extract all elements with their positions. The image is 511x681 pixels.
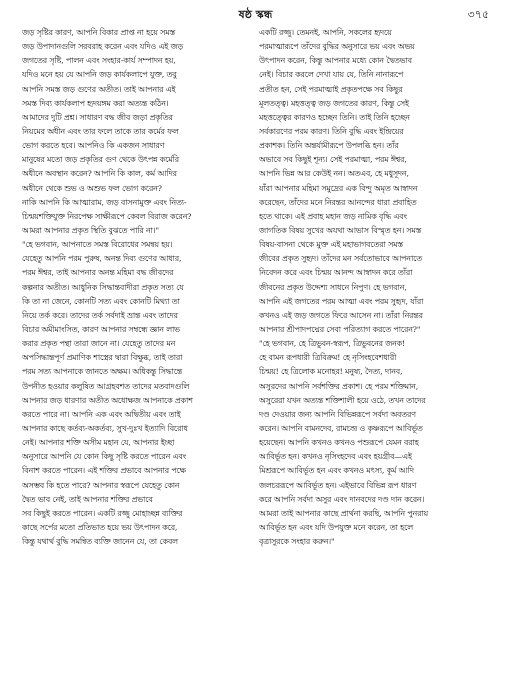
text-line: পরমাত্মারূপে তাঁদের বুদ্ধির অনুসারে ভয় এবং অভয়	[259, 42, 415, 52]
text-line: জগতের সৃষ্টি, পালন এবং সংহার-কার্য সম্পাদন হয়,	[22, 56, 176, 66]
text-line: সমস্ত দিব্য কার্যকলাপ হৃদয়ঙ্গম করা অত্যন্ত কঠিন।	[22, 98, 169, 108]
text-line: পরম ঈশ্বর, তাই আপনার অনন্ত মহিমা বদ্ধ জীবদের	[22, 268, 174, 278]
text-line: দ্বৈত ভাব নেই, তাই আপনার শক্তির প্রভাবে	[22, 494, 153, 504]
text-line: বিচার অমীমাংসিত, কারণ আপনার সম্বন্ধে জ্ঞান লাভ	[22, 324, 180, 334]
text-line: নেই। বিচার করলে দেখা যায় যে, তিনি নানারূপে	[259, 70, 404, 80]
text-line: একটি রজ্জু। তেমনই, আপনি, সকলের হৃদয়ে	[259, 28, 392, 37]
text-line: হে বামন রূপধারী ত্রিবিক্রম! হে নৃসিংহবেশধারী	[259, 353, 397, 363]
page-number: ৩৭৫	[467, 8, 489, 21]
text-line: আবির্ভূত হন এবং যদি উপযুক্ত মনে করেন, তা হলে	[259, 522, 413, 532]
text-line: অভাবে সব কিছুই শূন্য। সেই পরমাত্মা, পরম ঈশ্বর,	[259, 155, 407, 165]
text-line: মিশ্ররূপে আবির্ভূত হন এবং কখনও মৎস্য, কূর্ম আদি	[259, 466, 414, 476]
text-line: মানুষের মতো জড় প্রকৃতির গুণ থেকে উৎপন্ন কর্মেরি	[22, 155, 179, 165]
text-line: হয়েছেন। আপনি কখনও কখনও পশুরূপে যেমন বরাহ	[259, 438, 419, 448]
text-line: চিন্ময়! হে ত্রিলোক মনোহর! মনুষ্য, দৈত্য, দানব,	[259, 367, 403, 377]
text-line: কল্পনার অতীত। আধুনিক সিদ্ধান্তবাদীরা প্রকৃত সত্য যে	[22, 282, 184, 292]
text-line: নেই। আপনার শক্তি অসীম মহান যে, আপনার ইচ্ছা	[22, 438, 175, 448]
text-line: জলচররূপে আবির্ভূত হন। এইভাবে বিভিন্ন রূপ ধারণ	[259, 480, 417, 490]
text-line: জাগতিক বিষয় সুখের অযথা আভাস বিস্মৃত হন। সমস্ত	[259, 225, 422, 235]
text-line: প্রতীত হন, সেই পরমাত্মাই প্রকৃতপক্ষে সব কিছুর	[259, 84, 403, 94]
text-line: কিন্তু যথার্থ বুদ্ধি সমন্বিত ব্যক্তি জানেন যে, তা কেবল	[22, 537, 178, 547]
text-line: বিষয়-বাসনা থেকে মুক্ত এই মহাভাগবতেরা সমস্ত	[259, 240, 403, 250]
text-line: আবির্ভূত হন। কখনও নৃসিংহদেব এবং হয়গ্রীব—এই	[259, 452, 412, 462]
text-line: চিন্ময়শক্তিযুক্ত নিরপেক্ষ সাক্ষীরূপে কেবল বিরাজ করেন?	[22, 211, 192, 221]
text-line: অধীনে থেকে শুভ ও অশুভ ফল ভোগ করেন?	[22, 183, 162, 193]
right-column	[259, 26, 495, 549]
text-line: আপনি সমস্ত জড় গুণের অতীত। তাই আপনার এই	[22, 84, 176, 94]
text-line: হতে থাকে। এই প্রবাহ মহান জড় নামিক বৃদ্ধি এবং	[259, 211, 407, 221]
text-line: জড় উপাদানগুলি সরবরাহ করেন এবং যদিও এই জড়	[22, 42, 183, 52]
text-line: অনুসারে আপনি যে কোন কিছু সৃষ্টি করতে পারেন এবং	[22, 452, 186, 462]
text-line: প্রকাশক। তিনি অন্তর্যামীরূপে উপলব্ধি হন। তাঁর	[259, 141, 399, 151]
text-line: করে আপনি সর্বদা অসুর এবং দানবদের দণ্ড দান করেন।	[259, 494, 425, 504]
text-line: যদিও মনে হয় যে আপনি জড় কার্যকলাপে যুক্ত, তবু	[22, 70, 177, 80]
text-line: করেন। আপনি বামনদেব, রামচন্দ্র ও কৃষ্ণরূপে আবির্ভূত	[259, 423, 423, 433]
text-line: উপনীত হওয়ার কলুষিত আগ্রহবশত তাদের মতবাদগুলি	[22, 381, 190, 391]
text-line: কাছে সর্পের মতো প্রতিভাত হয়ে ভয় উৎপাদন করে,	[22, 522, 178, 532]
text-line: মূলতত্ত্ব। মহত্তত্ত্ব জড় জগতের কারণ, কিন্তু সেই	[259, 98, 409, 108]
text-line: যেহেতু আপনি পরম পুরুষ, অনন্ত দিব্য গুণের আধার,	[22, 254, 182, 264]
text-line: নিবেদন করে এবং চিন্ময় আনন্দ আস্বাদন করে তাঁরা	[259, 268, 413, 278]
text-line: নিয়মের অধীন এবং তার ফলে তাকে তার কর্মের ফল	[22, 126, 179, 136]
text-line: অপসিদ্ধান্তপূর্ণ প্রমাণিক শাস্ত্রের দ্বারা বিক্ষুব্ধ, তাই তারা	[22, 353, 183, 363]
left-column	[22, 26, 258, 549]
text-line: জীবের প্রকৃত সুহৃদ। তাঁদের মন সর্বতোভাবে আপনাতে	[259, 254, 423, 264]
page-header	[0, 6, 511, 22]
text-line: সব কিছুই করতে পারেন। একটি রজ্জু মোহাচ্ছন্ন ব্যক্তির	[22, 508, 183, 518]
text-line: মহত্তত্ত্বের কারণও হচ্ছেন তিনি। তাই তিনি হচ্ছেন	[259, 112, 410, 122]
running-title: ষষ্ঠ স্কন্ধ	[238, 8, 273, 21]
text-line: করতে পারে না। আপনি এক এবং অদ্বিতীয় এবং তাই	[22, 409, 181, 419]
text-line: বিনাশ করতে পারেন। এই শক্তির প্রভাবে আপনার পক্ষে	[22, 466, 186, 476]
text-line: অসম্ভব কি হতে পারে? আপনার স্বরূপে যেহেতু কোন	[22, 480, 180, 490]
text-line: পরম সত্য আপনাকে জানতে অক্ষম। অধিকন্তু সিদ্ধান্তে	[22, 367, 183, 377]
text-line: আমাদের দুটি প্রশ্ন। সাধারণ বদ্ধ জীব জড়া প্রকৃতির	[22, 112, 173, 122]
text-line: সর্বকারণের পরম কারণ। তিনি বুদ্ধি এবং ইন্দ্রিয়ের	[259, 126, 404, 136]
text-line: উৎপাদন করেন, কিন্তু আপনার মধ্যে কোন দ্বৈতভাব	[259, 56, 412, 66]
text-line: বৃত্রাসুরকে সংহার করুন।"	[259, 537, 335, 547]
text-line: আপনি এই জগতের পরম আত্মা এবং পরম সুহৃদ, যাঁরা	[259, 296, 424, 306]
text-line: ভোগ করতে হবে। আপনিও কি একজন সাধারণ	[22, 141, 165, 151]
text-line: আপনার কাছে কর্তব্য-অকর্তব্য, সুখ-দুঃখ ইত্যাদি বিরোধ	[22, 423, 188, 433]
text-line: করার প্রকৃত পন্থা তারা জানে না। যেহেতু তাদের মন	[22, 339, 176, 349]
text-line: আমরা তাই আপনার কাছে প্রার্থনা করছি, আপনি পুনরায়	[259, 508, 429, 518]
text-line: আপনার জড় ধারণার অতীত অধোক্ষজ আপনাকে প্রকাশ	[22, 395, 193, 405]
text-line: আপনি ভিন্ন আর কেউই নন। অতএব, হে মধুসূদন,	[259, 169, 409, 179]
text-line: "হে ভগবান, হে ত্রিভুবন-স্বরূপ, ত্রিভুবনের জনক!	[259, 339, 406, 349]
text-line: কি তা না জেনে, কোনটি সত্য এবং কোনটি মিথ্যা তা	[22, 296, 180, 306]
text-line: দণ্ড দেওয়ার জন্য আপনি বিভিন্নরূপে সর্বদা অবতরণ	[259, 409, 416, 419]
text-line: নাকি আপনি কি আত্মারাম, জড় বাসনামুক্ত এবং নিত্য-	[22, 197, 187, 207]
text-line: যাঁরা আপনার মহিমা সমুদ্রের এক বিন্দু অমৃত আস্বাদন	[259, 183, 418, 193]
text-line: আমরা আপনার প্রকৃত স্থিতি বুঝতে পারি না।"	[22, 225, 160, 235]
text-line: অসুরদের আপনি সর্বশক্তির প্রকাশ। হে পরম শক্তিমান,	[259, 381, 419, 391]
text-line: কখনও এই জড় জগতে ফিরে আসেন না। তাঁরা নিরন্তর	[259, 310, 423, 320]
text-line: করেছেন, তাঁদের মনে নিরন্তর আনন্দের ধারা প্রবাহিত	[259, 197, 417, 207]
text-line: জীবনের প্রকৃত উদ্দেশ্য সাধনে নিপুণ। হে ভগবান,	[259, 282, 407, 292]
text-line: অধীনে অবস্থান করেন? আপনি কি কাল, কর্ম আদির	[22, 169, 177, 179]
text-line: "হে ভগবান, আপনাতে সমস্ত বিরোধের সমন্বয় হয়।	[22, 240, 173, 250]
text-line: আপনার শ্রীপাদপদ্মের সেবা পরিত্যাগ করতে পারেন?"	[259, 324, 421, 334]
text-line: নিয়ে তর্ক করে। তাদের তর্ক সর্বদাই ভ্রান্ত এবং তাদের	[22, 310, 178, 320]
text-line: জড় সৃষ্টির কারণ, আপনি বিকার প্রাপ্ত না হয়ে সমস্ত	[22, 28, 175, 37]
text-line: অসুরেরা যখন অত্যন্ত শক্তিশালী হয়ে ওঠে, তখন তাদের	[259, 395, 426, 405]
